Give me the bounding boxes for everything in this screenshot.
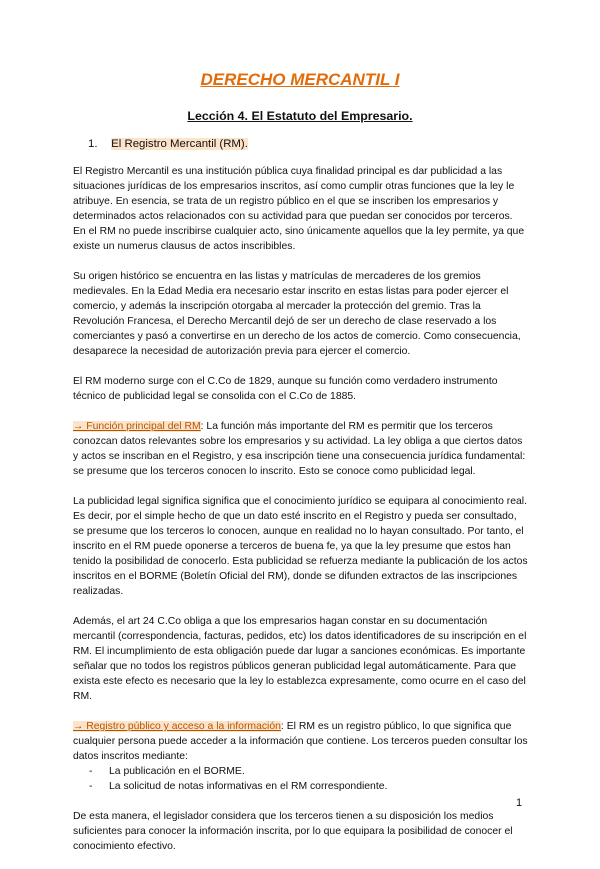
lesson-title: Lección 4. El Estatuto del Empresario. [187,109,413,123]
section-number: 1. [88,138,98,150]
public-registry-text: : El RM es un registro público, lo que significa que cualquier persona puede acceder a la información que contiene. Los terceros pueden consultar los datos inscritos mediante: [73,721,528,762]
paragraph-public-registry [73,719,528,764]
paragraph-legal-publicity: La publicidad legal significa significa que el conocimiento jurídico se equipara al conocimiento real. Es decir, por el simple hecho de que un dato esté inscrito en el Registro y pueda ser consultado, se presume que los terceros lo conocen, aunque en realidad no lo hayan consultado. Por tanto, el inscrito en el RM puede oponerse a terceros de buena fe, ya que la ley presume que estos han tenido la posibilidad de conocerlo. Esta publicidad se refuerza mediante la publicación de los actos inscritos en el BORME (Boletín Oficial del RM), donde se difunden extractos de las inscripciones realizadas. [73,496,528,597]
section-heading [88,138,248,150]
document-body [73,164,528,869]
list-item [89,779,528,794]
dash-bullet: - [89,766,93,777]
highlight-main-function: → Función principal del RM [73,421,201,432]
main-function-text: : La función más importante del RM es permitir que los terceros conozcan datos relevantes sobre los empresarios y su actividad. La ley obliga a que ciertos datos y actos se inscriban en el Registro, y esa inscripción tiene una consecuencia jurídica fundamental: se presume que los terceros conocen lo inscrito. Esto se conoce como publicidad legal. [73,421,526,477]
paragraph-conclusion: De esta manera, el legislador considera que los terceros tienen a su disposición los medios suficientes para conocer la información inscrita, por lo que equipara la posibilidad de conocer el conocimiento efectivo. [73,811,513,852]
section-heading-text: El Registro Mercantil (RM). [111,138,248,150]
list-item-text: La publicación en el BORME. [109,766,245,777]
paragraph-main-function [73,419,528,479]
page-number: 1 [516,797,523,809]
highlight-public-registry: → Registro público y acceso a la información [73,721,281,732]
dash-bullet: - [89,781,93,792]
list-item [89,764,528,779]
document-title: DERECHO MERCANTIL I [200,70,400,89]
paragraph-art-24: Además, el art 24 C.Co obliga a que los empresarios hagan constar en su documentación mercantil (correspondencia, facturas, pedidos, etc) los datos identificadores de su inscripción en el RM. El incumplimiento de esta obligación puede dar lugar a sanciones económicas. Es importante señalar que no todos los registros públicos generan publicidad legal automáticamente. Para que exista este efecto es necesario que la ley lo establezca expresamente, como ocurre en el caso del RM. [73,616,527,702]
paragraph-origin: Su origen histórico se encuentra en las listas y matrículas de mercaderes de los gremios medievales. En la Edad Media era necesario estar inscrito en estas listas para poder ejercer el comercio, y además la inscripción otorgaba al mercader la protección del gremio. Tras la Revolución Francesa, el Derecho Mercantil dejó de ser un derecho de clase reservado a los comerciantes y pasó a convertirse en un derecho de los actos de comercio. Como consecuencia, desaparece la necesidad de autorización previa para ejercer el comercio. [73,271,521,357]
list-item-text: La solicitud de notas informativas en el RM correspondiente. [109,781,388,792]
paragraph-definition: El Registro Mercantil es una institución pública cuya finalidad principal es dar publicidad a las situaciones jurídicas de los empresarios inscritos, así como cumplir otras funciones que la ley le atribuye. En esencia, se trata de un registro público en el que se inscriben los empresarios y determinados actos relacionados con su actividad para que puedan ser conocidos por terceros. En el RM no puede inscribirse cualquier acto, sino únicamente aquellos que la ley permite, ya que existe un numerus clausus de actos inscribibles. [73,166,525,252]
consultation-list [89,764,528,794]
paragraph-modern-rm: El RM moderno surge con el C.Co de 1829, aunque su función como verdadero instrumento técnico de publicidad legal se consolida con el C.Co de 1885. [73,376,498,402]
